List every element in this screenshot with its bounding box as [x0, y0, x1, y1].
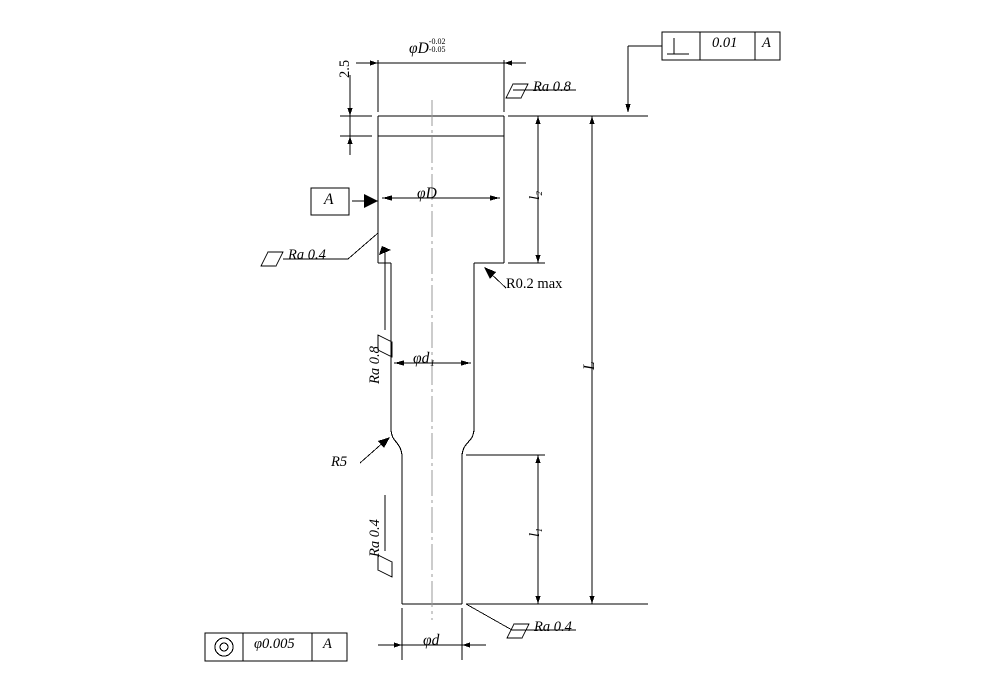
arrow-25-down [347, 136, 352, 144]
conc-datum-ref: A [323, 636, 332, 652]
leader-ra-shoulder-diag [348, 233, 378, 259]
arrow-L-bottom [589, 596, 594, 604]
dim-label-head-offset: 2.5 [337, 59, 353, 78]
leader-ra-bottom-diag [466, 604, 512, 630]
arrow-body-dia-right [490, 195, 500, 200]
arrow-l1-bottom [535, 596, 540, 604]
dim-label-top-diameter: φD -0.02 -0.05 [409, 37, 446, 58]
surface-finish-mid-left: Ra 0.8 [367, 346, 383, 384]
surface-finish-shoulder-left: Ra 0.4 [288, 247, 326, 263]
arrow-body-dia-left [382, 195, 392, 200]
datum-feature-label: A [324, 191, 334, 208]
dim-label-length-head: l₂ [527, 190, 543, 200]
arrow-L-top [589, 116, 594, 124]
dim-label-corner-radius: R0.2 max [506, 276, 563, 292]
arrow-top-dia-right [504, 60, 512, 65]
arrow-perp-frame [625, 104, 630, 113]
perp-tolerance-value: 0.01 [712, 35, 738, 51]
arrow-l2-top [535, 116, 540, 124]
conc-tolerance-value: φ0.005 [254, 636, 295, 652]
surface-finish-lower-left: Ra 0.4 [367, 519, 383, 557]
ra-symbol-shoulder [261, 252, 283, 266]
ra-symbol-lower-left [378, 555, 392, 577]
datum-triangle [364, 194, 378, 208]
arrow-25-up [347, 108, 352, 116]
concentricity-icon-outer [215, 638, 233, 656]
dim-label-fillet-radius: R5 [331, 454, 348, 470]
perp-datum-ref: A [762, 35, 771, 51]
arrow-l2-bottom [535, 255, 540, 263]
ra-symbol-top-right [506, 84, 528, 98]
dim-label-length-total: L [581, 361, 598, 370]
arrow-d1-right [461, 360, 471, 365]
arrow-tip-dia-left [394, 642, 402, 647]
arrow-d1-left [394, 360, 404, 365]
concentricity-icon-inner [220, 643, 228, 651]
arrow-top-dia-left [370, 60, 378, 65]
surface-finish-top-right: Ra 0.8 [533, 79, 571, 95]
arrow-tip-dia-right [462, 642, 470, 647]
arrow-r5 [378, 437, 390, 448]
arrow-l1-top [535, 455, 540, 463]
dim-label-body-diameter: φD [417, 185, 437, 202]
fillet-right-r5 [462, 428, 474, 455]
dim-label-length-tip: l₁ [527, 527, 543, 537]
ra-symbol-bottom-right [507, 624, 529, 638]
dim-label-mid-diameter: φd₁ [413, 350, 435, 367]
surface-finish-bottom-right: Ra 0.4 [534, 619, 572, 635]
fillet-left-r5 [391, 428, 402, 455]
dim-label-tip-diameter: φd [423, 632, 440, 649]
